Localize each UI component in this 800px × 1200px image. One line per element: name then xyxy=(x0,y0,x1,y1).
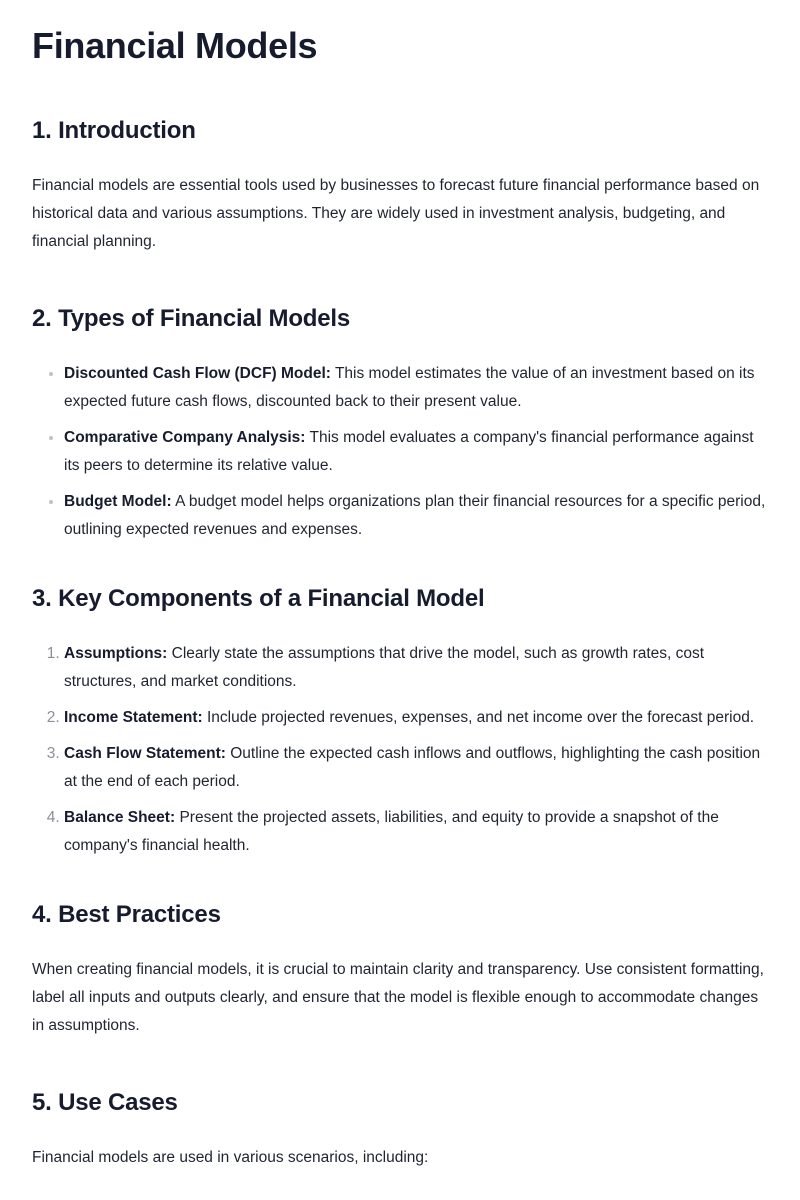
list-item-description: Outline the expected cash inflows and outflows, highlighting the cash position at the end of each period. xyxy=(64,745,761,790)
list-item-description: Clearly state the assumptions that drive the model, such as growth rates, cost structures, and market conditions. xyxy=(64,645,705,690)
section-heading-best-practices: 4. Best Practices xyxy=(32,901,221,928)
list-item-term: Balance Sheet: xyxy=(64,809,176,826)
list-item-term: Budget Model: xyxy=(64,493,172,510)
use-cases-paragraph: Financial models are used in various scenarios, including: xyxy=(32,1149,429,1166)
page-title: Financial Models xyxy=(32,25,318,66)
list-item xyxy=(64,488,768,544)
section-introduction xyxy=(32,116,768,256)
list-item-term: Comparative Company Analysis: xyxy=(64,429,306,446)
types-list xyxy=(32,360,768,544)
components-list xyxy=(32,640,768,860)
list-item-description: Present the projected assets, liabilities, and equity to provide a snapshot of the company's financial health. xyxy=(64,809,719,854)
list-item-description: Include projected revenues, expenses, and net income over the forecast period. xyxy=(202,709,755,726)
section-use-cases xyxy=(32,1088,768,1172)
list-item xyxy=(64,704,768,732)
section-components xyxy=(32,584,768,860)
list-item-description: This model estimates the value of an investment based on its expected future cash flows, discounted back to their present value. xyxy=(64,365,755,410)
list-item xyxy=(64,804,768,860)
list-item xyxy=(64,424,768,480)
list-item-term: Cash Flow Statement: xyxy=(64,745,226,762)
list-item xyxy=(64,640,768,696)
list-item-description: A budget model helps organizations plan their financial resources for a specific period, outlining expected revenues and expenses. xyxy=(64,493,766,538)
best-practices-paragraph: When creating financial models, it is crucial to maintain clarity and transparency. Use consistent formatting, label all inputs and outputs clearly, and ensure that the model is flexible enough to accommodate changes in assumptions. xyxy=(32,961,764,1034)
list-item xyxy=(64,360,768,416)
list-item xyxy=(64,740,768,796)
list-item-term: Discounted Cash Flow (DCF) Model: xyxy=(64,365,331,382)
section-heading-components: 3. Key Components of a Financial Model xyxy=(32,585,485,612)
section-heading-use-cases: 5. Use Cases xyxy=(32,1089,178,1116)
introduction-paragraph: Financial models are essential tools used by businesses to forecast future financial performance based on historical data and various assumptions. They are widely used in investment analysis, budgeting, and financial planning. xyxy=(32,177,760,250)
section-heading-introduction: 1. Introduction xyxy=(32,117,196,144)
section-types xyxy=(32,304,768,544)
list-item-term: Assumptions: xyxy=(64,645,168,662)
list-item-description: This model evaluates a company's financial performance against its peers to determine its relative value. xyxy=(64,429,754,474)
list-item-term: Income Statement: xyxy=(64,709,203,726)
section-best-practices xyxy=(32,900,768,1040)
section-heading-types: 2. Types of Financial Models xyxy=(32,305,351,332)
